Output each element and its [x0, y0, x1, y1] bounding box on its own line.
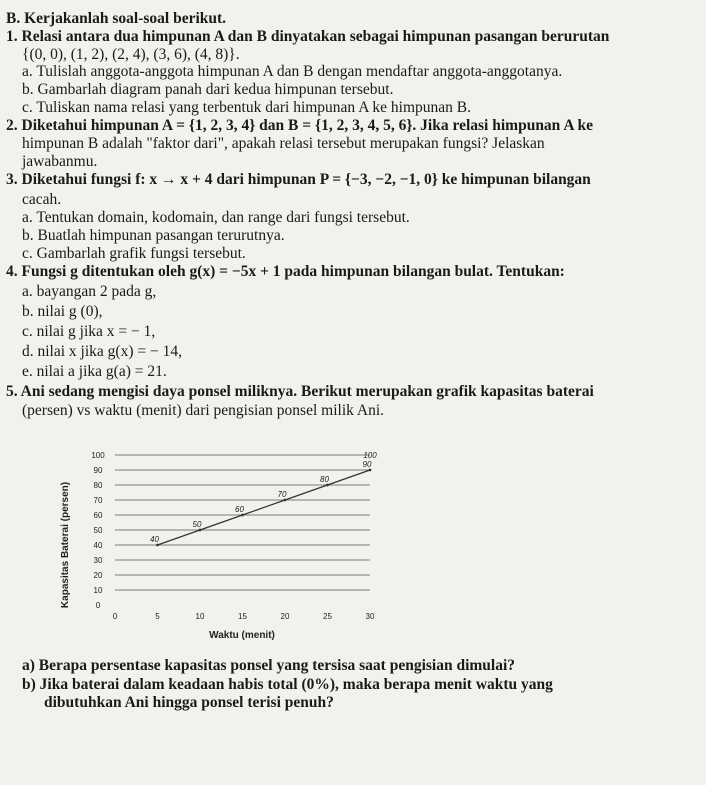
x-tick-30: 30: [365, 612, 375, 621]
point-label-70: 70: [277, 490, 287, 499]
point-label-60: 60: [235, 505, 244, 514]
q5-a: a) Berapa persentase kapasitas ponsel yang tersisa saat pengisian dimulai?: [22, 657, 516, 674]
y-tick-50: 50: [93, 526, 103, 535]
y-tick-20: 20: [93, 571, 103, 580]
q2-line3: jawabanmu.: [22, 153, 98, 170]
q5-line1: 5. Ani sedang mengisi daya ponsel miliknya. Berikut merupakan grafik kapasitas baterai: [6, 383, 594, 400]
data-point-70: [284, 499, 287, 502]
data-point-60: [241, 514, 244, 517]
q3-line1: 3. Diketahui fungsi f: x → x + 4 dari himpunan P = {−3, −2, −1, 0} ke himpunan bilangan: [6, 171, 591, 188]
q4-c: c. nilai g jika x = − 1,: [22, 323, 156, 340]
x-tick-25: 25: [323, 612, 332, 621]
point-label-80: 80: [320, 475, 329, 484]
q3-a: a. Tentukan domain, kodomain, dan range dari fungsi tersebut.: [22, 209, 410, 226]
q4-e: e. nilai a jika g(a) = 21.: [22, 363, 167, 380]
x-tick-0: 0: [112, 612, 118, 621]
q5-b-line1: b) Jika baterai dalam keadaan habis total (0%), maka berapa menit waktu yang: [22, 676, 553, 693]
q4-a: a. bayangan 2 pada g,: [22, 283, 157, 300]
q1-line2: {(0, 0), (1, 2), (2, 4), (3, 6), (4, 8)}.: [22, 46, 240, 63]
y-tick-70: 70: [93, 496, 103, 505]
series-line: [156, 469, 371, 547]
y-tick-30: 30: [93, 556, 103, 565]
q1-c: c. Tuliskan nama relasi yang terbentuk dari himpunan A ke himpunan B.: [22, 99, 472, 116]
point-label-40: 40: [150, 535, 159, 544]
x-tick-5: 5: [155, 612, 160, 621]
y-axis-title: Kapasitas Baterai (persen): [60, 481, 71, 609]
y-tick-60: 60: [93, 511, 103, 520]
x-tick-10: 10: [195, 612, 205, 621]
q4-d: d. nilai x jika g(x) = − 14,: [22, 343, 182, 360]
q2-line1: 2. Diketahui himpunan A = {1, 2, 3, 4} dan B = {1, 2, 3, 4, 5, 6}. Jika relasi himpunan A ke: [6, 117, 594, 134]
data-point-50: [199, 529, 202, 532]
q1-line1: 1. Relasi antara dua himpunan A dan B dinyatakan sebagai himpunan pasangan berurutan: [6, 28, 610, 45]
q4-line1: 4. Fungsi g ditentukan oleh g(x) = −5x + 1 pada himpunan bilangan bulat. Tentukan:: [6, 263, 565, 280]
y-tick-80: 80: [93, 481, 103, 490]
point-label-50: 50: [192, 520, 202, 529]
y-tick-0: 0: [95, 601, 101, 610]
q4-b: b. nilai g (0),: [22, 303, 103, 320]
data-point-90: [369, 469, 372, 472]
section-heading: B. Kerjakanlah soal-soal berikut.: [6, 10, 227, 27]
y-tick-40: 40: [93, 541, 103, 550]
q5-line2: (persen) vs waktu (menit) dari pengisian ponsel milik Ani.: [22, 402, 385, 419]
q3-b: b. Buatlah himpunan pasangan terurutnya.: [22, 227, 285, 244]
y-tick-100: 100: [91, 451, 105, 460]
q5-b-line2: dibutuhkan Ani hingga ponsel terisi penuh?: [44, 694, 334, 711]
chart-gridlines: [115, 455, 370, 590]
point-label-100: 100: [363, 451, 377, 460]
y-tick-labels: [91, 451, 105, 610]
x-tick-20: 20: [280, 612, 290, 621]
data-point-40: [156, 544, 159, 547]
x-tick-labels: [113, 612, 375, 621]
y-tick-90: 90: [93, 466, 103, 475]
q1-b: b. Gambarlah diagram panah dari kedua himpunan tersebut.: [22, 81, 394, 98]
q3-c: c. Gambarlah grafik fungsi tersebut.: [22, 245, 246, 262]
x-tick-15: 15: [238, 612, 247, 621]
battery-chart: [40, 445, 390, 645]
q2-line2: himpunan B adalah "faktor dari", apakah relasi tersebut merupakan fungsi? Jelaskan: [22, 135, 545, 152]
point-label-90: 90: [362, 460, 372, 469]
y-tick-10: 10: [93, 586, 103, 595]
x-axis-title: Waktu (menit): [209, 630, 275, 641]
q1-a: a. Tulislah anggota-anggota himpunan A dan B dengan mendaftar anggota-anggotanya.: [22, 63, 563, 80]
data-point-80: [326, 484, 329, 487]
q3-line2: cacah.: [22, 191, 62, 208]
battery-line: [158, 470, 371, 545]
